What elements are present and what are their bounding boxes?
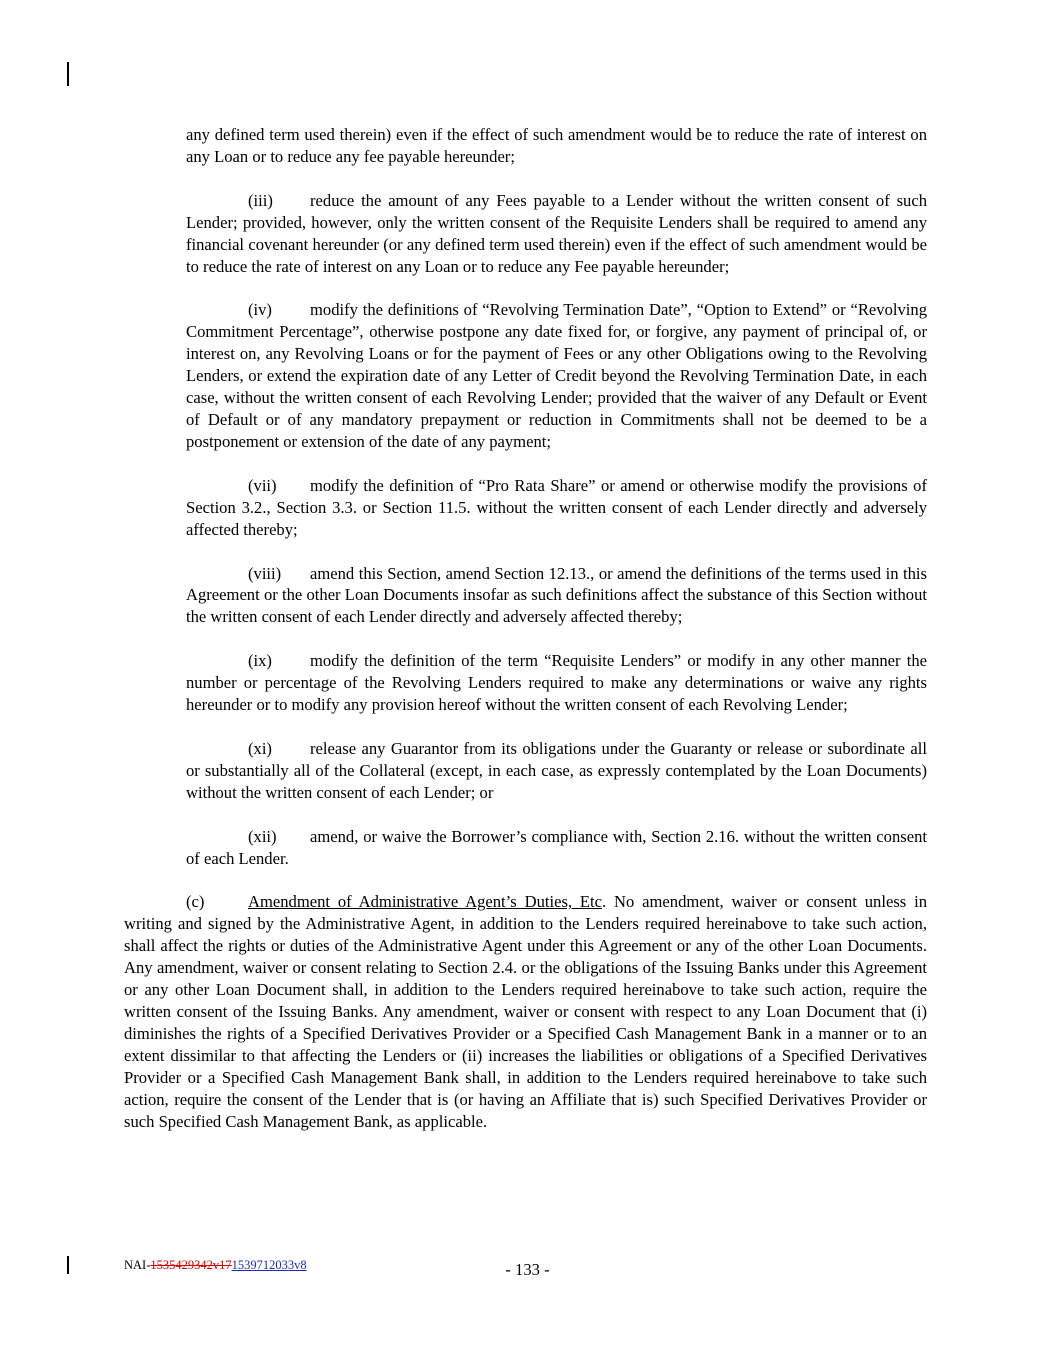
clause-iv — [124, 299, 927, 452]
section-text: . No amendment, waiver or consent unless in writing and signed by the Administrative Agent, in addition to the Lenders required hereinabove to take such action, shall affect the rights or duties of the Administrative Agent under this Agreement or any of the other Loan Documents. Any amendment, waiver or consent relating to Section 2.4. or the obligations of the Issuing Banks under this Agreement or any other Loan Document shall, in addition to the Lenders required hereinabove to take such action, require the written consent of the Issuing Banks. Any amendment, waiver or consent with respect to any Loan Document that (i) diminishes the rights of a Specified Derivatives Provider or a Specified Cash Management Bank in a manner or to an extent dissimilar to that affecting the Lenders or (ii) increases the liabilities or obligations of a Specified Derivatives Provider or a Specified Cash Management Bank shall, in addition to the Lenders required hereinabove to take such action, require the consent of the Lender that is (or having an Affiliate that is) such Specified Derivatives Provider or such Specified Cash Management Bank, as applicable. — [124, 892, 927, 1131]
change-bar-top — [67, 62, 69, 86]
clause-number: (xi) — [248, 738, 272, 758]
clause-vii — [124, 475, 927, 541]
doc-prefix: NAI- — [124, 1258, 151, 1272]
section-number: (c) — [186, 892, 205, 912]
clause-text: modify the definitions of “Revolving Termination Date”, “Option to Extend” or “Revolving Commitment Percentage”, otherwise postpone any date fixed for, or forgive, any payment of principal of, or interest on, any Revolving Loans or for the payment of Fees or any other Obligations owing to the Revolving Lenders, or extend the expiration date of any Letter of Credit beyond the Revolving Termination Date, in each case, without the written consent of each Revolving Lender; provided that the waiver of any Default or Event of Default or of any mandatory prepayment or reduction in Commitments shall not be deemed to be a postponement or extension of the date of any payment; — [186, 300, 927, 451]
clause-text: modify the definition of “Pro Rata Share” or amend or otherwise modify the provisions of Section 3.2., Section 3.3. or Section 11.5. without the written consent of each Lender directly and adversely affected thereby; — [186, 475, 927, 539]
section-heading: Amendment of Administrative Agent’s Duties, Etc — [248, 892, 603, 912]
clause-number: (xii) — [248, 826, 277, 846]
clause-ix — [124, 650, 927, 716]
clause-number: (ix) — [248, 651, 272, 671]
clause-text: amend, or waive the Borrower’s compliance with, Section 2.16. without the written consent of each Lender. — [186, 826, 927, 868]
paragraph-intro: any defined term used therein) even if the effect of such amendment would be to reduce the rate of interest on any Loan or to reduce any fee payable hereunder; — [186, 125, 927, 166]
clause-text: reduce the amount of any Fees payable to a Lender without the written consent of such Lender; provided, however, only the written consent of the Requisite Lenders shall be required to amend any financial covenant hereunder (or any defined term used therein) even if the effect of such amendment would be to reduce the rate of interest on any Loan or to reduce any Fee payable hereunder; — [186, 190, 927, 276]
deleted-doc-id: 1535429342v17 — [150, 1258, 232, 1272]
clause-number: (viii) — [248, 563, 282, 583]
clause-viii — [124, 563, 927, 629]
clause-iii — [124, 190, 927, 278]
clause-number: (vii) — [248, 475, 277, 495]
clause-number: (iv) — [248, 300, 272, 320]
document-body — [124, 124, 927, 1154]
clause-xi — [124, 738, 927, 804]
page-number: - 133 - — [505, 1260, 550, 1279]
clause-text: release any Guarantor from its obligations under the Guaranty or release or subordinate all or substantially all of the Collateral (except, in each case, as expressly contemplated by the Loan Documents) without the written consent of each Lender; or — [186, 738, 927, 802]
clause-text: amend this Section, amend Section 12.13., or amend the definitions of the terms used in this Agreement or the other Loan Documents insofar as such definitions affect the substance of this Section without the written consent of each Lender directly and adversely affected thereby; — [186, 563, 927, 627]
clause-text: modify the definition of the term “Requisite Lenders” or modify in any other manner the number or percentage of the Revolving Lenders required to make any determinations or waive any rights hereunder or to modify any provision hereof without the written consent of each Revolving Lender; — [186, 651, 927, 715]
section-c — [124, 891, 927, 1132]
inserted-doc-id: 1539712033v8 — [231, 1258, 307, 1272]
clause-number: (iii) — [248, 190, 273, 210]
clause-xii — [124, 826, 927, 870]
